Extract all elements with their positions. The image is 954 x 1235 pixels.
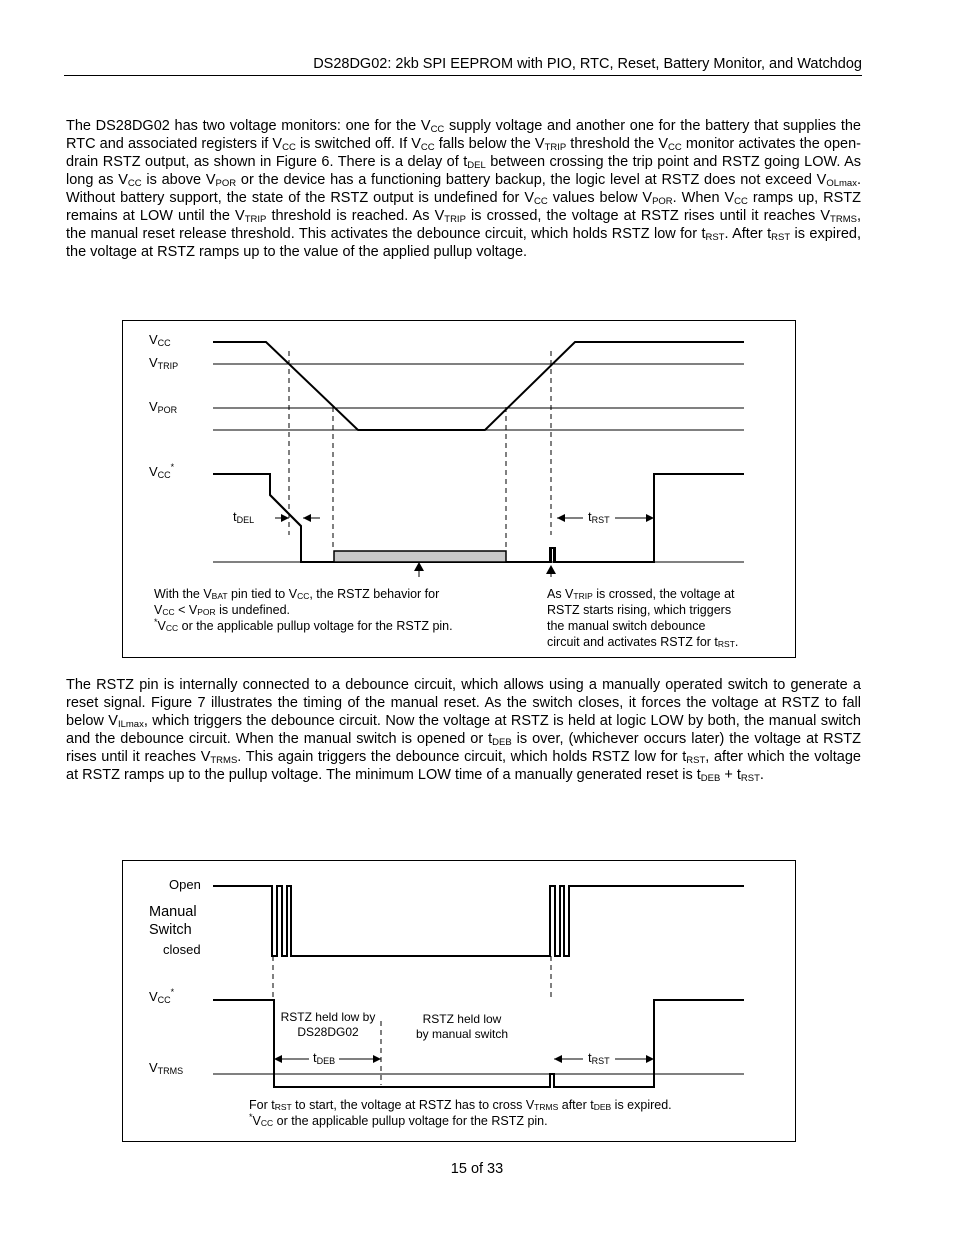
figure-7-note: For $t_{RST}$ to start, the voltage at RSTZ has to cross $V_{TRMS}$ after $t_{DEB}$ is expired. $^*V_{CC}$ or the applicable pullup voltage for the RSTZ pin. — [249, 1098, 672, 1128]
figure-6-note-left: With the $V_{BAT}$ pin tied to $V_{CC}$, the RSTZ behavior for $V_{CC} < V_{POR}$ is undefined. $^*V_{CC}$ or the applicable pullup voltage for the RSTZ pin. — [154, 587, 453, 633]
vpor-label: $V_{POR}$ — [149, 399, 178, 415]
figure-6-reset-timing — [122, 320, 796, 658]
trst-label: $t_{RST}$ — [588, 509, 610, 525]
page-header-title: DS28DG02: 2kb SPI EEPROM with PIO, RTC, Reset, Battery Monitor, and Watchdog — [313, 56, 862, 72]
undefined-region — [334, 551, 506, 562]
vcc-star-label: $V_{CC}^*$ — [149, 462, 175, 480]
paragraph-voltage-monitors: The DS28DG02 has two voltage monitors: one for the $V_{CC}$ supply voltage and another one for the battery that supplies the RTC and associated registers if $V_{CC}$ is switched off. If $V_{CC}$ falls below the $V_{TRIP}$ threshold the $V_{CC}$ monitor activates the open-drain RSTZ output, as shown in Figure 6. There is a delay of $t_{DEL}$ between crossing the trip point and RSTZ going LOW. As long as $V_{CC}$ is above $V_{POR}$ or the device has a functioning battery backup, the logic level at RSTZ does not exceed $V_{OLmax}$. Without battery support, the state of the RSTZ output is undefined for $V_{CC}$ values below $V_{POR}$. When $V_{CC}$ ramps up, RSTZ remains at LOW until the $V_{TRIP}$ threshold is reached. As $V_{TRIP}$ is crossed, the voltage at RSTZ rises until it reaches $V_{TRMS}$, the manual reset release threshold. This activates the debounce circuit, which holds RSTZ low for $t_{RST}$. After $t_{RST}$ is expired, the voltage at RSTZ ramps up to the value of the applied pullup voltage. — [66, 118, 862, 260]
open-label: Open — [169, 877, 201, 892]
vcc-star-label-7: $V_{CC}^*$ — [149, 987, 175, 1005]
manual-switch-waveform — [213, 886, 744, 956]
tdeb-label: $t_{DEB}$ — [313, 1050, 336, 1066]
vcc-waveform — [213, 342, 744, 430]
manual-switch-label: Manual Switch — [149, 904, 197, 938]
rise-pointer-arrow — [546, 565, 556, 574]
tdel-label: $t_{DEL}$ — [233, 509, 255, 525]
figure-7-manual-reset-timing — [122, 860, 796, 1142]
rstz-waveform-part2 — [301, 474, 744, 562]
figure-6-note-right: As $V_{TRIP}$ is crossed, the voltage at RSTZ starts rising, which triggers the manual switch debounce circuit and activates RSTZ for $t_{RST}$. — [547, 587, 739, 649]
vcc-label: $V_{CC}$ — [149, 332, 171, 348]
vtrip-label: $V_{TRIP}$ — [149, 355, 179, 371]
undefined-pointer-arrow — [414, 562, 424, 571]
vtrms-label: $V_{TRMS}$ — [149, 1060, 184, 1076]
closed-label: closed — [163, 942, 201, 957]
header-rule — [64, 75, 862, 76]
paragraph-manual-reset: The RSTZ pin is internally connected to a debounce circuit, which allows using a manually operated switch to generate a reset signal. Figure 7 illustrates the timing of the manual reset. As the switch closes, it forces the voltage at RSTZ to fall below $V_{ILmax}$, which triggers the debounce circuit. Now the voltage at RSTZ is held at logic LOW by both, the manual switch and the debounce circuit. When the manual switch is opened or $t_{DEB}$ is over, (whichever occurs later) the voltage at RSTZ rises until it reaches $V_{TRMS}$. This again triggers the debounce circuit, which holds RSTZ low for $t_{RST}$, after which the voltage at RSTZ ramps up to the pullup voltage. The minimum LOW time of a manually generated reset is $t_{DEB} + t_{RST}$. — [66, 677, 861, 784]
held-by-device-label: RSTZ held low by DS28DG02 — [280, 1010, 376, 1039]
page-number: 15 of 33 — [450, 1161, 504, 1177]
held-by-switch-label: RSTZ held low by manual switch — [415, 1012, 509, 1041]
trst-label-7: $t_{RST}$ — [588, 1050, 610, 1066]
